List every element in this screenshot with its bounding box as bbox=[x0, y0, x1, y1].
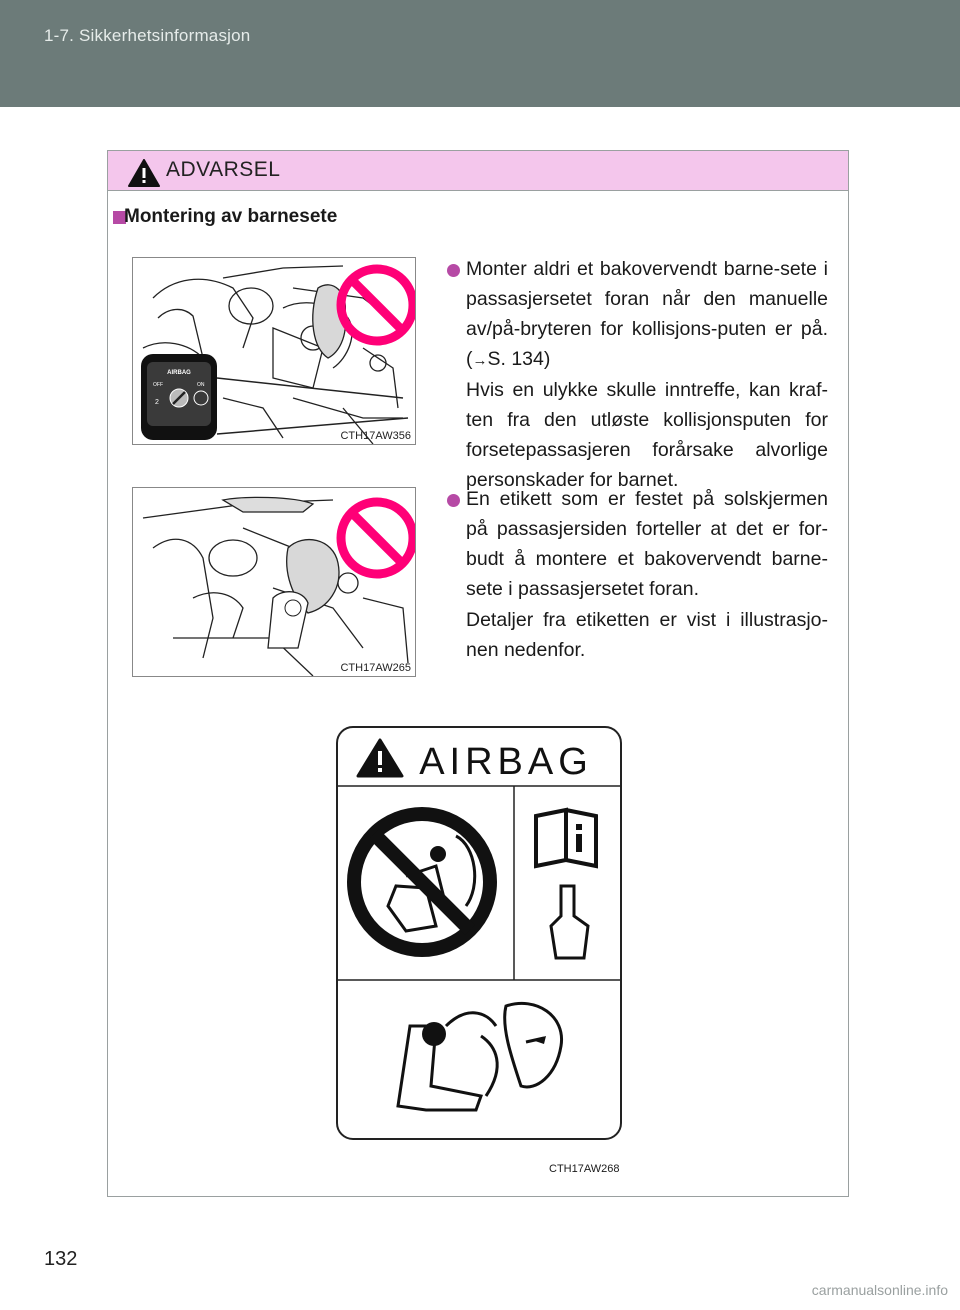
car-interior-illustration-2 bbox=[133, 488, 415, 676]
switch-num-label: 2 bbox=[155, 399, 159, 406]
illustration-rear-facing-seat bbox=[132, 487, 416, 677]
reference-arrow-icon: → bbox=[472, 352, 488, 369]
airbag-warning-label bbox=[336, 726, 622, 1140]
page-reference-link[interactable]: S. 134) bbox=[487, 348, 551, 370]
bullet-2-followup: Detaljer fra etiketten er vist i illustrasjo-nen nedenfor. bbox=[466, 609, 828, 661]
illustration-airbag-switch bbox=[132, 257, 416, 445]
image-code: CTH17AW356 bbox=[340, 430, 411, 442]
switch-off-label: OFF bbox=[153, 382, 163, 388]
bullet-1-text bbox=[466, 254, 828, 376]
warning-triangle-icon bbox=[128, 159, 160, 187]
watermark: carmanualsonline.info bbox=[811, 1282, 948, 1298]
warning-header bbox=[108, 151, 848, 191]
bullet-1-followup: Hvis en ulykke skulle inntreffe, kan kraf-ten fra den utløste kollisjonsputen for forsetepassasjeren forårsake alvorlige personskader for barnet. bbox=[466, 379, 828, 491]
page-number: 132 bbox=[44, 1248, 78, 1270]
page-header bbox=[0, 0, 960, 107]
label-airbag-title: AIRBAG bbox=[419, 741, 593, 783]
image-code: CTH17AW265 bbox=[340, 662, 411, 674]
section-title: Montering av barnesete bbox=[124, 206, 338, 227]
bullet-2-text: En etikett som er festet på solskjermen på passasjersiden forteller at det er for-budt å montere et bakovervendt barne-sete i passasjersetet foran. bbox=[466, 488, 828, 600]
bullet-1-body: Monter aldri et bakovervendt barne-sete i passasjersetet foran når den manuelle av/på-bryteren for kollisjons-puten er på. ( bbox=[466, 258, 828, 370]
switch-airbag-label: AIRBAG bbox=[167, 370, 191, 376]
car-interior-illustration bbox=[133, 258, 415, 444]
section-heading: 1-7. Sikkerhetsinformasjon bbox=[44, 26, 251, 45]
label-image-code: CTH17AW268 bbox=[549, 1163, 620, 1175]
bullet-dot-icon bbox=[447, 264, 460, 277]
bullet-dot-icon bbox=[447, 494, 460, 507]
switch-on-label: ON bbox=[197, 382, 205, 388]
airbag-label-graphic bbox=[336, 726, 622, 1140]
warning-title: ADVARSEL bbox=[166, 158, 281, 181]
